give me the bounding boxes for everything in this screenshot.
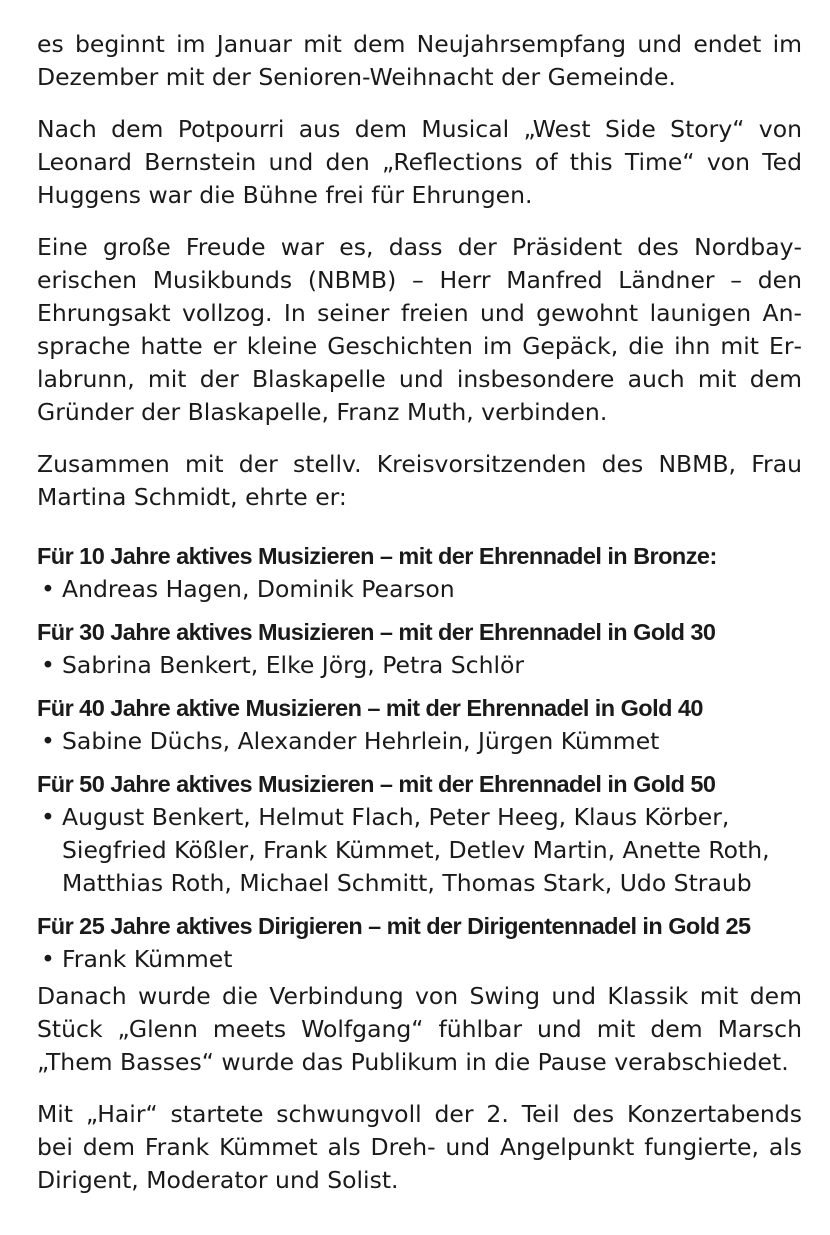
- paragraph-president: Eine große Freude war es, dass der Präsident des Nordbayerischen Musikbunds (NBMB) – Herr Manfred Ländner – den Ehrungsakt vollzog. In seiner freien und gewohnt launigen Ansprache hatte er kleine Geschichten im Gepäck, die ihn mit Erlabrunn, mit der Blaskapelle und insbesondere auch mit dem Gründer der Blaskapelle, Franz Muth, verbinden.: [37, 233, 802, 426]
- bullet-icon: •: [41, 945, 55, 973]
- honor-title: Für 25 Jahre aktives Dirigieren – mit der Dirigentennadel in Gold 25: [37, 913, 751, 939]
- bullet-icon: •: [41, 651, 55, 679]
- paragraph-hair: Mit „Hair“ startete schwungvoll der 2. Teil des Konzertabends bei dem Frank Kümmet als Dreh- und Angelpunkt fungierte, als Dirigent, Moderator und Solist.: [37, 1100, 802, 1194]
- honor-section-10-years: [37, 540, 802, 606]
- bullet-icon: •: [41, 803, 55, 831]
- honoree-names: Sabrina Benkert, Elke Jörg, Petra Schlör: [62, 651, 525, 679]
- honoree-names: Andreas Hagen, Dominik Pearson: [62, 575, 455, 603]
- honor-list: [37, 649, 802, 682]
- paragraph-potpourri: Nach dem Potpourri aus dem Musical „West Side Story“ von Leonard Bernstein und den „Reflections of this Time“ von Ted Huggens war die Bühne frei für Ehrungen.: [37, 115, 802, 209]
- honor-title: Für 30 Jahre aktives Musizieren – mit der Ehrennadel in Gold 30: [37, 619, 716, 645]
- honor-section-conducting: [37, 910, 802, 976]
- honor-list: [37, 801, 802, 900]
- bullet-icon: •: [41, 575, 55, 603]
- list-item: [37, 801, 802, 900]
- honor-section-50-years: [37, 768, 802, 900]
- paragraph-honoring-intro: Zusammen mit der stellv. Kreisvorsitzenden des NBMB, Frau Martina Schmidt, ehrte er:: [37, 450, 802, 511]
- list-item: [37, 649, 802, 682]
- bullet-icon: •: [41, 727, 55, 755]
- honor-title: Für 10 Jahre aktives Musizieren – mit der Ehrennadel in Bronze:: [37, 543, 717, 569]
- honor-title: Für 50 Jahre aktives Musizieren – mit der Ehrennadel in Gold 50: [37, 771, 716, 797]
- honoree-names: Frank Kümmet: [62, 945, 233, 973]
- honor-section-40-years: [37, 692, 802, 758]
- honor-list: [37, 725, 802, 758]
- paragraph-intro-end: es beginnt im Januar mit dem Neujahrsempfang und endet im Dezember mit der Senioren-Weihnacht der Gemeinde.: [37, 30, 802, 91]
- list-item: [37, 573, 802, 606]
- honoree-names: Sabine Düchs, Alexander Hehrlein, Jürgen Kümmet: [62, 727, 660, 755]
- honor-list: [37, 573, 802, 606]
- list-item: [37, 725, 802, 758]
- paragraph-swing-classic: Danach wurde die Verbindung von Swing und Klassik mit dem Stück „Glenn meets Wolfgang“ fühlbar und mit dem Marsch „Them Basses“ wurde das Publikum in die Pause verabschiedet.: [37, 982, 802, 1076]
- honor-section-30-years: [37, 616, 802, 682]
- honoree-names: August Benkert, Helmut Flach, Peter Heeg, Klaus Körber, Siegfried Kößler, Frank Kümmet, Detlev Martin, Anette Roth, Matthias Roth, Michael Schmitt, Thomas Stark, Udo Straub: [62, 803, 770, 897]
- honor-title: Für 40 Jahre aktive Musizieren – mit der Ehrennadel in Gold 40: [37, 695, 703, 721]
- honor-list: [37, 943, 802, 976]
- list-item: [37, 943, 802, 976]
